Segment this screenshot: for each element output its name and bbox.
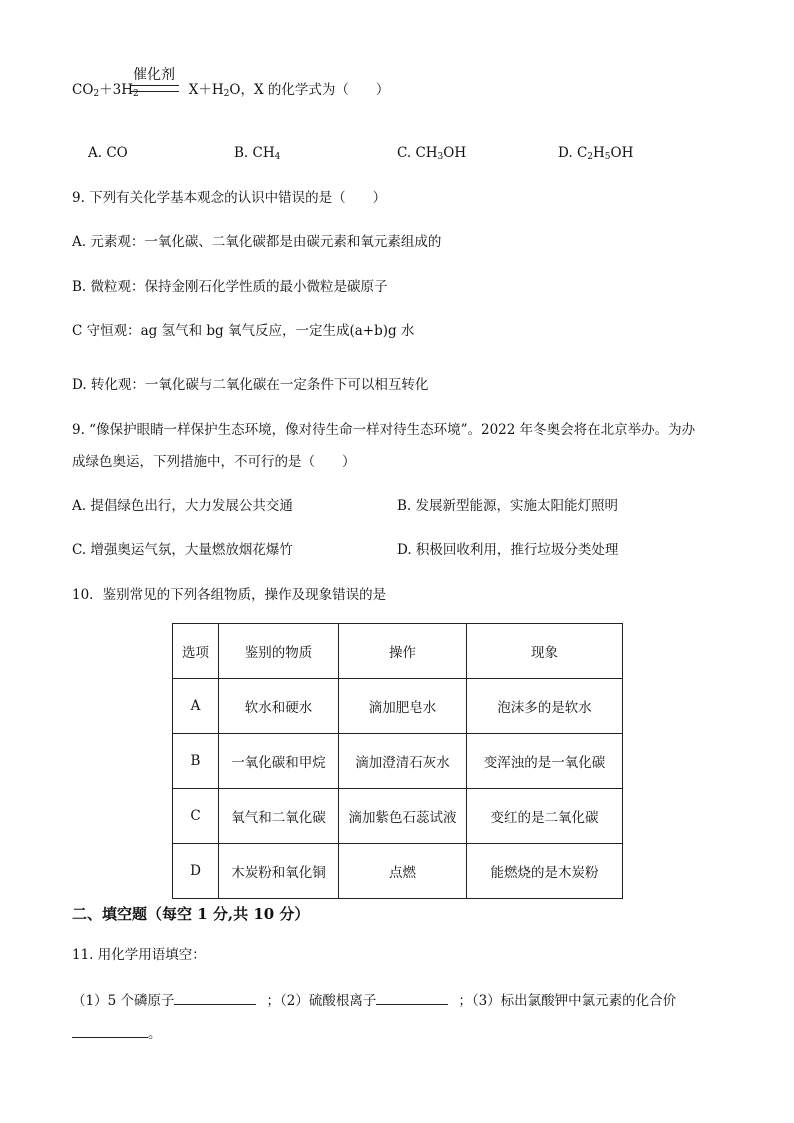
q9b-option-b[interactable]: B. 发展新型能源，实施太阳能灯照明 <box>397 498 619 514</box>
table-row <box>173 679 623 734</box>
q9a-option-d[interactable]: D. 转化观：一氧化碳与二氧化碳在一定条件下可以相互转化 <box>72 377 429 393</box>
header-cell: 选项 <box>173 624 219 679</box>
table-cell: A <box>173 679 219 734</box>
table-row <box>173 789 623 844</box>
table-cell: 变红的是二氧化碳 <box>467 789 623 844</box>
q9b-stem-line2: 成绿色奥运，下列措施中，不可行的是（ ） <box>72 454 356 470</box>
q9b-option-a[interactable]: A. 提倡绿色出行，大力发展公共交通 <box>72 498 293 514</box>
q9b-option-d[interactable]: D. 积极回收利用，推行垃圾分类处理 <box>397 542 619 558</box>
q10-stem: 10．鉴别常见的下列各组物质，操作及现象错误的是 <box>72 587 387 603</box>
q9a-stem: 9. 下列有关化学基本观念的认识中错误的是（ ） <box>72 190 387 206</box>
q8-option-c[interactable]: C. $CH_3OH$ <box>397 145 467 162</box>
section-heading: 二、填空题（每空 1 分,共 10 分） <box>72 905 310 923</box>
answer-blank[interactable] <box>72 1023 148 1038</box>
table-cell: 木炭粉和氧化铜 <box>219 844 339 899</box>
header-cell: 操作 <box>339 624 467 679</box>
table-cell: 泡沫多的是软水 <box>467 679 623 734</box>
header-cell: 鉴别的物质 <box>219 624 339 679</box>
table-cell: C <box>173 789 219 844</box>
q8-option-d[interactable]: D. $C_2H_5OH$ <box>558 145 634 162</box>
answer-blank[interactable] <box>174 990 256 1005</box>
q9a-option-b[interactable]: B. 微粒观：保持金刚石化学性质的最小微粒是碳原子 <box>72 279 388 295</box>
q9b-stem-line1: 9. “像保护眼睛一样保护生态环境，像对待生命一样对待生态环境”。2022 年冬奥会将在北京举办。为办 <box>72 422 696 438</box>
table-cell: D <box>173 844 219 899</box>
table-row <box>173 734 623 789</box>
table-cell: 一氧化碳和甲烷 <box>219 734 339 789</box>
catalyst-label: 催化剂 <box>133 67 175 83</box>
table-cell: 变浑浊的是一氧化碳 <box>467 734 623 789</box>
q10-table <box>172 623 623 899</box>
table-row <box>173 844 623 899</box>
table-cell: 滴加肥皂水 <box>339 679 467 734</box>
table-cell: B <box>173 734 219 789</box>
q8-option-a[interactable]: A. CO <box>88 145 128 161</box>
table-cell: 氧气和二氧化碳 <box>219 789 339 844</box>
q9b-option-c[interactable]: C. 增强奥运气氛，大量燃放烟花爆竹 <box>72 542 293 558</box>
q9a-option-c[interactable]: C 守恒观：ag 氢气和 bg 氧气反应，一定生成(a+b)g 水 <box>72 323 415 339</box>
eq-co: CO <box>72 82 94 98</box>
table-cell: 滴加澄清石灰水 <box>339 734 467 789</box>
table-header-row <box>173 624 623 679</box>
q9a-option-a[interactable]: A. 元素观：一氧化碳、二氧化碳都是由碳元素和氧元素组成的 <box>72 234 442 250</box>
answer-blank[interactable] <box>376 990 448 1005</box>
table-cell: 点燃 <box>339 844 467 899</box>
q8-equation: $CO_2+3H_2$ $X+H_2O$，X 的化学式为（ ） <box>72 82 390 99</box>
q8-option-b[interactable]: B. $CH_4$ <box>234 145 281 162</box>
q11-blank-line2: 。 <box>72 1023 162 1044</box>
table-cell: 软水和硬水 <box>219 679 339 734</box>
q11-stem: 11. 用化学用语填空： <box>72 947 206 963</box>
header-cell: 现象 <box>467 624 623 679</box>
q11-blanks-line: （1）5 个磷原子 ；（2）硫酸根离子 ；（3）标出氯酸钾中氯元素的化合价 <box>72 990 676 1011</box>
table-cell: 能燃烧的是木炭粉 <box>467 844 623 899</box>
table-cell: 滴加紫色石蕊试液 <box>339 789 467 844</box>
